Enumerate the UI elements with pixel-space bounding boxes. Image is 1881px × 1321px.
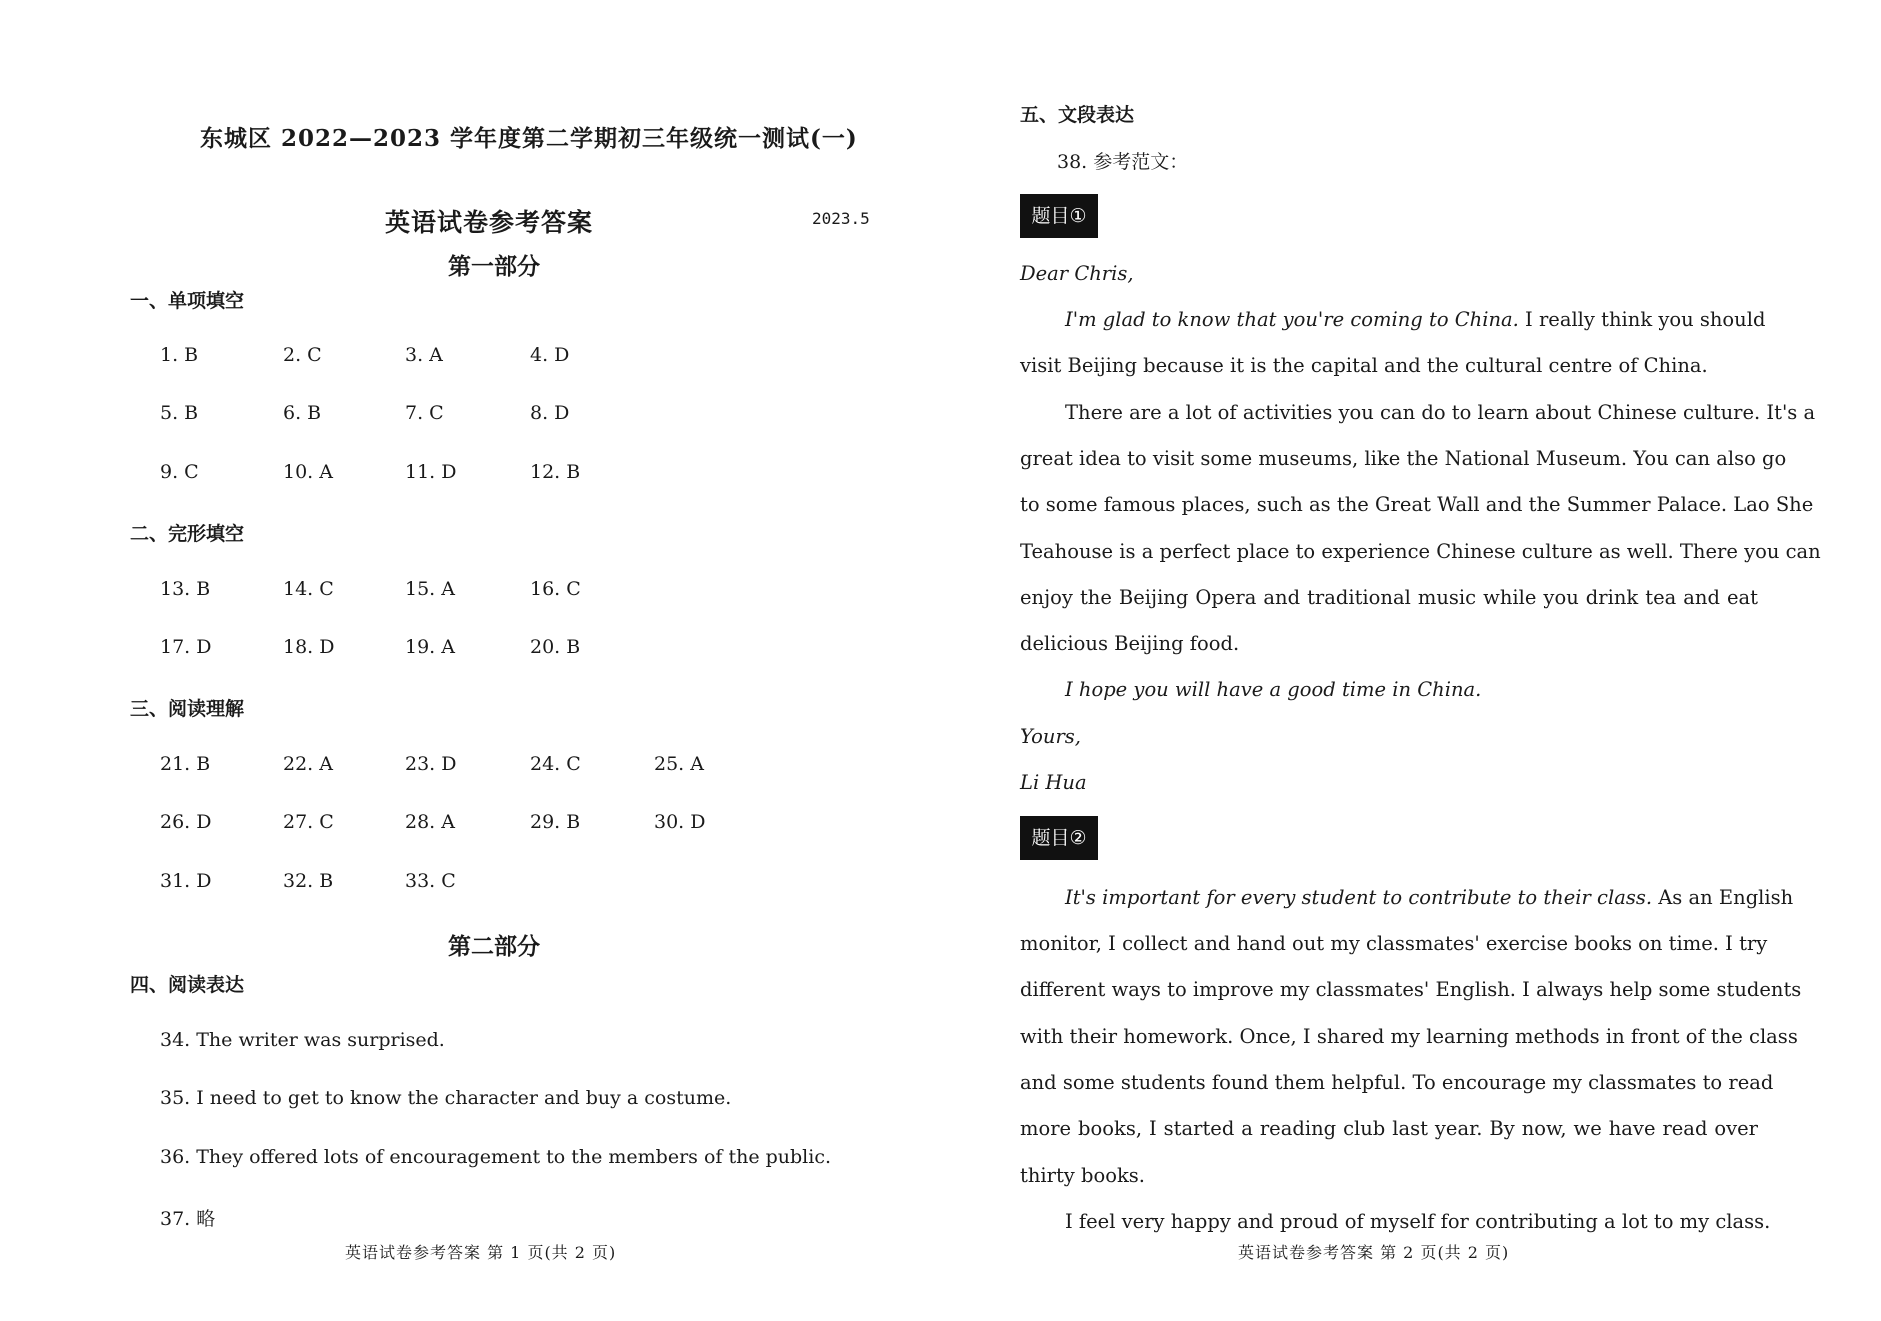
page-footer: 英语试卷参考答案 第 1 页(共 2 页) xyxy=(345,1243,617,1262)
essay-line: Teahouse is a perfect place to experience Chinese culture as well. There you can xyxy=(1020,540,1821,563)
answer-item: 26. D xyxy=(160,811,212,833)
answer-item: 21. B xyxy=(160,753,211,775)
answer-item: 27. C xyxy=(283,811,334,833)
answer-item: 33. C xyxy=(405,870,456,892)
section-heading-single-choice: 一、单项填空 xyxy=(130,290,245,312)
answer-item: 25. A xyxy=(654,753,704,775)
answer-item: 8. D xyxy=(530,402,570,424)
answer-item: 18. D xyxy=(283,636,335,658)
letter-signoff: Yours, xyxy=(1020,725,1082,748)
page-footer: 英语试卷参考答案 第 2 页(共 2 页) xyxy=(1238,1243,1510,1262)
short-answer-item: 35. I need to get to know the character and buy a costume. xyxy=(160,1087,732,1109)
answer-key-page-2 xyxy=(940,0,1881,1321)
sample-essay-label: 38. 参考范文： xyxy=(1057,151,1189,173)
part-two-title: 第二部分 xyxy=(448,934,540,960)
answer-item: 28. A xyxy=(405,811,455,833)
answer-item: 7. C xyxy=(405,402,444,424)
answer-item: 16. C xyxy=(530,578,581,600)
answer-item: 19. A xyxy=(405,636,455,658)
essay-line: visit Beijing because it is the capital and the cultural centre of China. xyxy=(1020,354,1708,377)
essay-line: to some famous places, such as the Great Wall and the Summer Palace. Lao She xyxy=(1020,493,1814,516)
section-heading-reading: 三、阅读理解 xyxy=(130,698,245,720)
letter-greeting: Dear Chris, xyxy=(1020,262,1134,285)
answer-item: 2. C xyxy=(283,344,322,366)
essay-line: thirty books. xyxy=(1020,1164,1145,1187)
essay-line: different ways to improve my classmates' English. I always help some students xyxy=(1020,978,1802,1001)
answer-item: 32. B xyxy=(283,870,334,892)
answer-item: 23. D xyxy=(405,753,457,775)
document-title: 东城区 2022—2023 学年度第二学期初三年级统一测试(一) xyxy=(200,125,858,152)
essay-line: enjoy the Beijing Opera and traditional music while you drink tea and eat xyxy=(1020,586,1758,609)
essay-line xyxy=(1065,886,1794,910)
answer-item: 11. D xyxy=(405,461,457,483)
answer-key-page-1 xyxy=(0,0,940,1321)
answer-item: 1. B xyxy=(160,344,199,366)
answer-item: 15. A xyxy=(405,578,455,600)
answer-item: 12. B xyxy=(530,461,581,483)
essay-italic-sentence: It's important for every student to contribute to their class. xyxy=(1065,886,1653,909)
essay-line xyxy=(1065,308,1766,332)
topic-two-badge: 题目② xyxy=(1020,816,1098,860)
essay-text: As an English xyxy=(1652,886,1794,909)
answer-item: 17. D xyxy=(160,636,212,658)
essay-line: with their homework. Once, I shared my learning methods in front of the class xyxy=(1020,1025,1798,1048)
letter-signature: Li Hua xyxy=(1020,771,1087,794)
short-answer-item: 37. 略 xyxy=(160,1208,216,1230)
answer-item: 14. C xyxy=(283,578,334,600)
short-answer-item: 36. They offered lots of encouragement to the members of the public. xyxy=(160,1146,832,1168)
section-heading-cloze: 二、完形填空 xyxy=(130,523,245,545)
answer-item: 13. B xyxy=(160,578,211,600)
essay-line: delicious Beijing food. xyxy=(1020,632,1240,655)
essay-line: great idea to visit some museums, like the National Museum. You can also go xyxy=(1020,447,1787,470)
short-answer-item: 34. The writer was surprised. xyxy=(160,1029,445,1051)
letter-closing-line: I hope you will have a good time in China. xyxy=(1065,678,1482,701)
answer-item: 24. C xyxy=(530,753,581,775)
answer-item: 6. B xyxy=(283,402,322,424)
answer-item: 31. D xyxy=(160,870,212,892)
answer-item: 3. A xyxy=(405,344,443,366)
essay-text: I really think you should xyxy=(1518,308,1766,331)
answer-item: 5. B xyxy=(160,402,199,424)
part-one-title: 第一部分 xyxy=(448,254,540,280)
essay-line: and some students found them helpful. To encourage my classmates to read xyxy=(1020,1071,1774,1094)
essay-line: monitor, I collect and hand out my classmates' exercise books on time. I try xyxy=(1020,932,1768,955)
answer-item: 4. D xyxy=(530,344,570,366)
essay-italic-sentence: I'm glad to know that you're coming to China. xyxy=(1065,308,1519,331)
section-heading-writing: 五、文段表达 xyxy=(1020,104,1135,126)
topic-one-badge: 题目① xyxy=(1020,194,1098,238)
section-heading-reading-expression: 四、阅读表达 xyxy=(130,974,245,996)
answer-key-title: 英语试卷参考答案 xyxy=(385,208,594,237)
answer-item: 10. A xyxy=(283,461,333,483)
answer-item: 22. A xyxy=(283,753,333,775)
essay-line: more books, I started a reading club last year. By now, we have read over xyxy=(1020,1117,1758,1140)
answer-item: 29. B xyxy=(530,811,581,833)
answer-item: 9. C xyxy=(160,461,199,483)
answer-item: 30. D xyxy=(654,811,706,833)
essay-line: There are a lot of activities you can do to learn about Chinese culture. It's a xyxy=(1065,401,1816,424)
essay-line: I feel very happy and proud of myself for contributing a lot to my class. xyxy=(1065,1210,1771,1233)
exam-date: 2023.5 xyxy=(812,209,870,228)
answer-item: 20. B xyxy=(530,636,581,658)
